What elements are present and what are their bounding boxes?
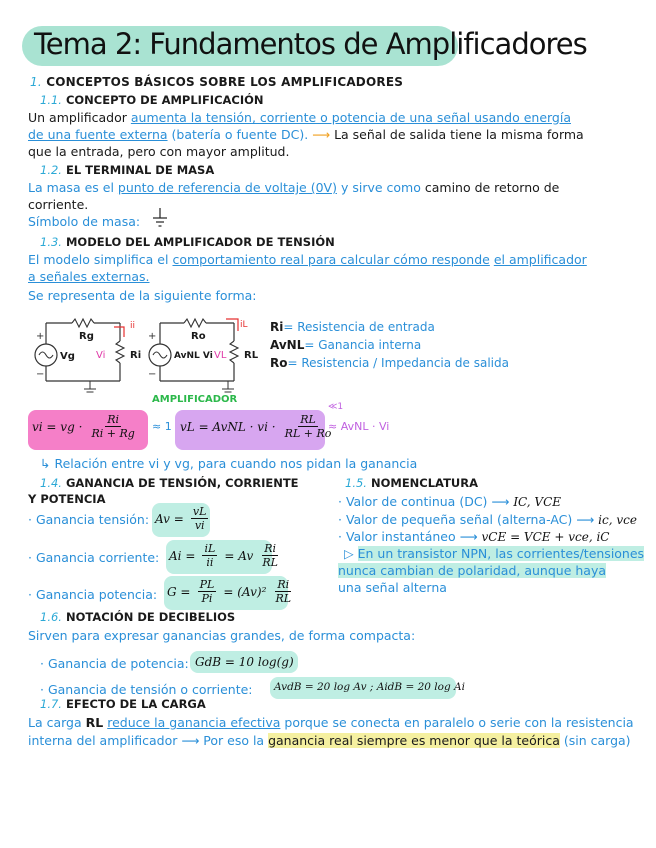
gain-current-formula xyxy=(169,542,282,569)
text: RL xyxy=(85,715,104,730)
label-ri: Ri xyxy=(130,350,142,361)
arrow-icon: ⟶ xyxy=(576,512,595,527)
fraction xyxy=(260,542,280,569)
svg-text:−: − xyxy=(36,369,45,380)
label-ii: ii xyxy=(130,321,136,331)
gain-voltage-formula xyxy=(155,505,210,532)
fraction xyxy=(198,578,217,605)
nomen-text: · Valor de pequeña señal (alterna-AC) xyxy=(338,512,573,527)
text: Un amplificador xyxy=(28,110,127,125)
legend-text: = Ganancia interna xyxy=(304,338,422,352)
section-1-1-heading xyxy=(40,93,264,107)
numerator: RL xyxy=(300,413,316,426)
fraction xyxy=(89,413,136,440)
legend-symbol: Ro xyxy=(270,356,288,370)
arrow-icon: ⟶ xyxy=(312,127,331,142)
section-1-2-heading xyxy=(40,163,214,177)
text: La carga xyxy=(28,715,82,730)
formula-vl-tag: ≈ AvNL · Vi xyxy=(328,420,390,433)
nomenclature-note-1 xyxy=(344,546,644,561)
denominator: vi xyxy=(194,519,205,532)
resistor-ri-icon xyxy=(116,341,124,363)
nomenclature-instant xyxy=(338,529,609,544)
formula-lhs: vL = AvNL · vi · xyxy=(180,420,276,434)
arrow-icon: ⟶ xyxy=(491,494,510,509)
section-title: GANANCIA DE TENSIÓN, CORRIENTE xyxy=(65,476,299,490)
label-vl: VL xyxy=(214,350,227,361)
formula-lhs: G = xyxy=(167,585,191,599)
db-voltage-formula: AvdB = 20 log Av ; AidB = 20 log Ai xyxy=(274,681,465,693)
label-ro: Ro xyxy=(191,331,206,342)
denominator: RL + Ro xyxy=(284,427,332,440)
relation-note xyxy=(40,456,417,471)
model-line-2: a señales externas. xyxy=(28,269,150,284)
section-number: 1.2. xyxy=(40,163,62,177)
highlighted-text: de una fuente externa xyxy=(28,127,168,142)
section-number: 1.4. xyxy=(40,476,62,490)
nomen-value: IC, VCE xyxy=(513,495,562,509)
db-power-formula: GdB = 10 log(g) xyxy=(195,655,294,669)
amplification-line-1 xyxy=(28,110,571,125)
section-1-5-heading xyxy=(345,476,478,490)
highlighted-text: aumenta la tensión, corriente o potencia de una señal usando energía xyxy=(130,110,571,125)
section-1-4-heading-cont: Y POTENCIA xyxy=(28,492,106,506)
text: porque se conecta en paralelo o serie con la resistencia xyxy=(284,715,634,730)
section-title: NOTACIÓN DE DECIBELIOS xyxy=(65,610,236,624)
model-line-3: Se representa de la siguiente forma: xyxy=(28,288,257,303)
fraction xyxy=(283,413,334,440)
section-title: NOMENCLATURA xyxy=(370,476,479,490)
load-line-1 xyxy=(28,715,634,730)
section-number: 1.1. xyxy=(40,93,62,107)
highlighted-text: reduce la ganancia efectiva xyxy=(107,715,281,730)
nomen-value: vCE = VCE + vce, iC xyxy=(481,530,610,544)
denominator: Ri + Rg xyxy=(91,427,135,440)
resistor-rl-icon xyxy=(230,341,238,363)
nomenclature-note-3: una señal alterna xyxy=(338,580,447,595)
text: (sin carga) xyxy=(563,733,631,748)
section-1-6-heading xyxy=(40,610,235,624)
legend-symbol: AvNL xyxy=(270,338,305,352)
nomenclature-ac xyxy=(338,512,637,527)
amplifier-label: AMPLIFICADOR xyxy=(152,394,238,405)
gain-voltage-label: · Ganancia tensión: xyxy=(28,512,150,527)
gain-current-label: · Ganancia corriente: xyxy=(28,550,160,565)
section-title: EFECTO DE LA CARGA xyxy=(65,697,206,711)
nomenclature-dc xyxy=(338,494,561,509)
formula-vi-tag: ≈ 1 xyxy=(152,420,172,433)
highlighted-text: punto de referencia de voltaje (0V) xyxy=(117,180,337,195)
section-number: 1.5. xyxy=(345,476,367,490)
legend-ro xyxy=(270,356,509,370)
denominator: Pi xyxy=(201,592,213,605)
db-power-label: · Ganancia de potencia: xyxy=(40,656,189,671)
nomen-value: ic, vce xyxy=(598,513,637,527)
section-title: EL TERMINAL DE MASA xyxy=(65,163,215,177)
decibel-intro: Sirven para expresar ganancias grandes, de forma compacta: xyxy=(28,628,416,643)
formula-vl-mark: ≪1 xyxy=(328,402,344,412)
formula-extra: = Av xyxy=(224,549,254,563)
text: camino de retorno de xyxy=(424,180,560,195)
fraction xyxy=(191,505,209,532)
note-text: En un transistor NPN, las corrientes/tensiones xyxy=(357,546,645,561)
highlighted-text: comportamiento real para calcular cómo responde xyxy=(172,252,490,267)
resistor-ro-icon xyxy=(184,319,206,327)
section-number: 1. xyxy=(30,75,42,89)
model-line-1 xyxy=(28,252,587,267)
section-number: 1.7. xyxy=(40,697,62,711)
highlighted-text: el amplificador xyxy=(493,252,587,267)
numerator: Ri xyxy=(264,542,277,555)
numerator: Ri xyxy=(107,413,120,426)
legend-text: = Resistencia / Impedancia de salida xyxy=(287,356,509,370)
section-1-3-heading xyxy=(40,235,335,249)
legend-ri xyxy=(270,320,435,334)
gain-power-formula xyxy=(167,578,295,605)
ground-icon xyxy=(152,208,168,230)
text: El modelo simplifica el xyxy=(28,252,169,267)
label-il: iL xyxy=(240,320,248,330)
db-voltage-label: · Ganancia de tensión o corriente: xyxy=(40,682,253,697)
formula-extra: = (Av)² xyxy=(223,585,267,599)
ground-line-1 xyxy=(28,180,559,195)
ground-symbol-label: Símbolo de masa: xyxy=(28,214,141,229)
page-title: Tema 2: Fundamentos de Amplificadores xyxy=(34,27,587,61)
arrow-icon: ⟶ xyxy=(181,733,200,748)
denominator: RL xyxy=(275,592,292,605)
load-line-2 xyxy=(28,733,631,748)
section-title: MODELO DEL AMPLIFICADOR DE TENSIÓN xyxy=(65,235,335,249)
numerator: vL xyxy=(192,505,207,518)
numerator: PL xyxy=(199,578,215,591)
text: interna del amplificador xyxy=(28,733,178,748)
nomenclature-note-2: nunca cambian de polaridad, aunque haya xyxy=(338,563,607,578)
section-number: 1.3. xyxy=(40,235,62,249)
section-1-heading xyxy=(30,75,403,89)
legend-avnl xyxy=(270,338,421,352)
fraction xyxy=(273,578,293,605)
section-1-7-heading xyxy=(40,697,206,711)
legend-text: = Resistencia de entrada xyxy=(283,320,435,334)
legend-symbol: Ri xyxy=(270,320,284,334)
ground-line-2: corriente. xyxy=(28,197,89,212)
gain-power-label: · Ganancia potencia: xyxy=(28,587,158,602)
highlighted-text: ganancia real siempre es menor que la teórica xyxy=(268,733,560,748)
formula-vl xyxy=(180,413,335,440)
formula-vi xyxy=(32,413,139,440)
amplification-line-2 xyxy=(28,127,584,142)
nomen-text: · Valor de continua (DC) xyxy=(338,494,488,509)
section-1-4-heading xyxy=(40,476,299,490)
label-rg: Rg xyxy=(79,331,94,342)
text: y sirve como xyxy=(340,180,421,195)
triangle-bullet-icon: ▷ xyxy=(344,546,354,561)
text: (batería o fuente DC). xyxy=(171,127,309,142)
svg-text:+: + xyxy=(36,331,45,342)
amplification-line-3: que la entrada, pero con mayor amplitud. xyxy=(28,144,290,159)
denominator: ii xyxy=(206,556,214,569)
fraction xyxy=(202,542,217,569)
numerator: iL xyxy=(204,542,216,555)
nomen-text: · Valor instantáneo xyxy=(338,529,456,544)
formula-lhs: Av = xyxy=(155,512,184,526)
arrow-icon: ⟶ xyxy=(459,529,478,544)
formula-lhs: Ai = xyxy=(169,549,196,563)
label-rl: RL xyxy=(244,350,259,361)
section-title: CONCEPTO DE AMPLIFICACIÓN xyxy=(65,93,264,107)
svg-text:+: + xyxy=(148,331,157,342)
text: La masa es el xyxy=(28,180,114,195)
svg-text:−: − xyxy=(148,369,157,380)
formula-lhs: vi = vg · xyxy=(32,420,83,434)
section-title: CONCEPTOS BÁSICOS SOBRE LOS AMPLIFICADORES xyxy=(46,75,404,89)
resistor-rg-icon xyxy=(72,319,94,327)
denominator: RL xyxy=(262,556,278,569)
text: Por eso la xyxy=(203,733,265,748)
numerator: Ri xyxy=(277,578,290,591)
label-avnl-vi: AvNL Vi xyxy=(174,351,213,361)
section-number: 1.6. xyxy=(40,610,62,624)
label-vg: Vg xyxy=(60,351,75,362)
label-vi: Vi xyxy=(96,350,106,361)
text: La señal de salida tiene la misma forma xyxy=(334,127,584,142)
note-text: Relación entre vi y vg, para cuando nos pidan la ganancia xyxy=(54,456,418,471)
arrow-icon: ↳ xyxy=(40,456,51,471)
